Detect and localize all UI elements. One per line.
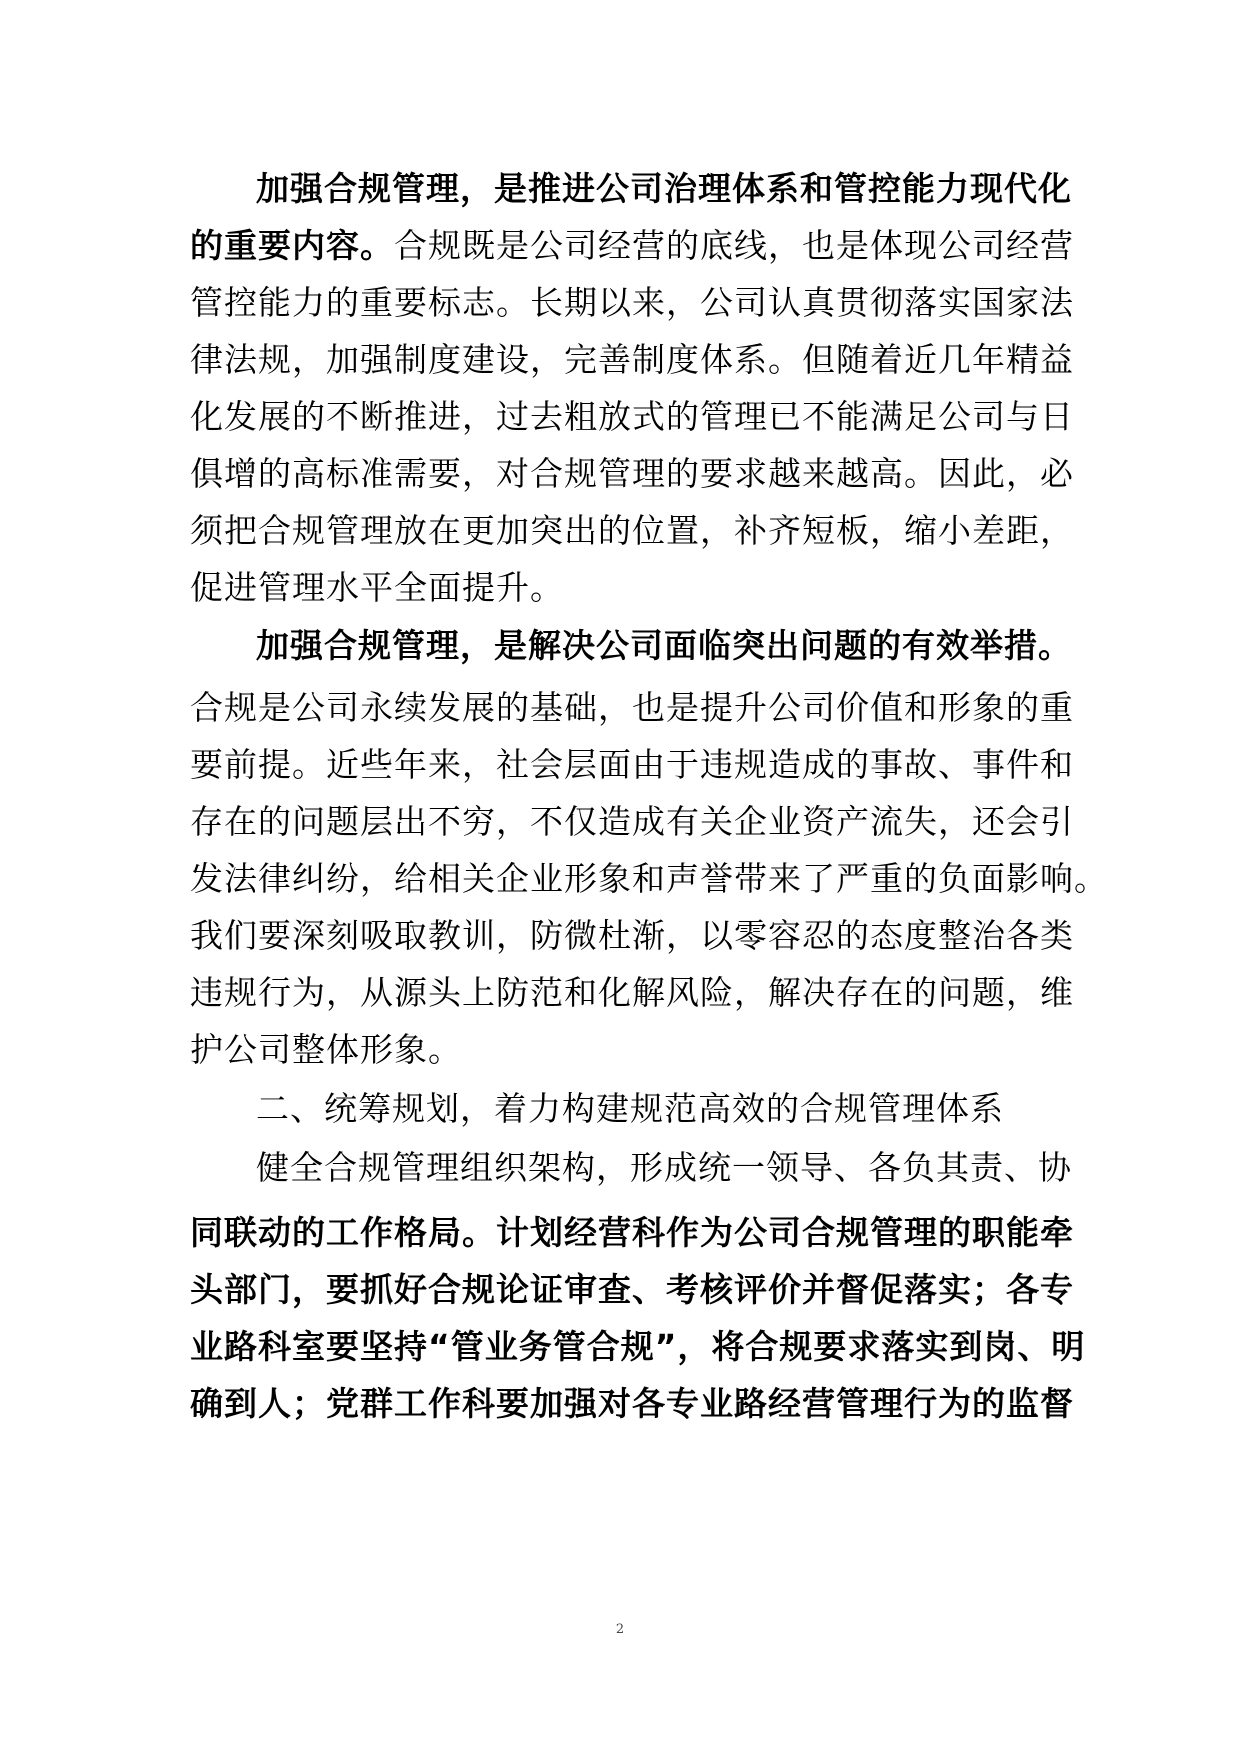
paragraph-3-line-5: 确到人；党群工作科要加强对各专业路经营管理行为的监督 <box>190 1384 1074 1423</box>
paragraph-3-line-3: 头部门，要抓好合规论证审查、考核评价并督促落实；各专 <box>190 1270 1074 1309</box>
paragraph-2-line-3: 要前提。近些年来，社会层面由于违规造成的事故、事件和 <box>190 745 1074 784</box>
paragraph-3-line-2: 同联动的工作格局。计划经营科作为公司合规管理的职能牵 <box>190 1213 1074 1252</box>
paragraph-1-line-7: 须把合规管理放在更加突出的位置，补齐短板，缩小差距， <box>190 511 1074 550</box>
section-heading-2: 二、统筹规划，着力构建规范高效的合规管理体系 <box>256 1089 1004 1128</box>
paragraph-1-line-3: 管控能力的重要标志。长期以来，公司认真贯彻落实国家法 <box>190 283 1074 322</box>
paragraph-3-line-4: 业路科室要坚持“管业务管合规”，将合规要求落实到岗、明 <box>190 1327 1086 1366</box>
paragraph-2-line-5: 发法律纠纷，给相关企业形象和声誉带来了严重的负面影响。 <box>190 859 1108 898</box>
page-number: 2 <box>615 1622 625 1637</box>
paragraph-1-bold-phrase: 的重要内容。 <box>190 226 394 265</box>
paragraph-2-line-1: 加强合规管理，是解决公司面临突出问题的有效举措。 <box>256 626 1072 665</box>
paragraph-1-line-5: 化发展的不断推进，过去粗放式的管理已不能满足公司与日 <box>190 397 1074 436</box>
paragraph-1-line-2 <box>190 223 1074 269</box>
paragraph-1-line-8: 促进管理水平全面提升。 <box>190 568 564 607</box>
paragraph-2-line-2: 合规是公司永续发展的基础，也是提升公司价值和形象的重 <box>190 688 1074 727</box>
paragraph-1-line-6: 俱增的高标准需要，对合规管理的要求越来越高。因此，必 <box>190 454 1074 493</box>
paragraph-2-line-6: 我们要深刻吸取教训，防微杜渐，以零容忍的态度整治各类 <box>190 916 1074 955</box>
paragraph-1-line-1: 加强合规管理，是推进公司治理体系和管控能力现代化 <box>256 169 1072 208</box>
paragraph-2-line-8: 护公司整体形象。 <box>190 1030 462 1069</box>
paragraph-3-line-1: 健全合规管理组织架构，形成统一领导、各负其责、协 <box>256 1148 1072 1187</box>
paragraph-2-line-4: 存在的问题层出不穷，不仅造成有关企业资产流失，还会引 <box>190 802 1074 841</box>
paragraph-2-line-7: 违规行为，从源头上防范和化解风险，解决存在的问题，维 <box>190 973 1074 1012</box>
paragraph-1-line-2-rest: 合规既是公司经营的底线，也是体现公司经营 <box>394 226 1074 265</box>
paragraph-1-line-4: 律法规，加强制度建设，完善制度体系。但随着近几年精益 <box>190 340 1074 379</box>
